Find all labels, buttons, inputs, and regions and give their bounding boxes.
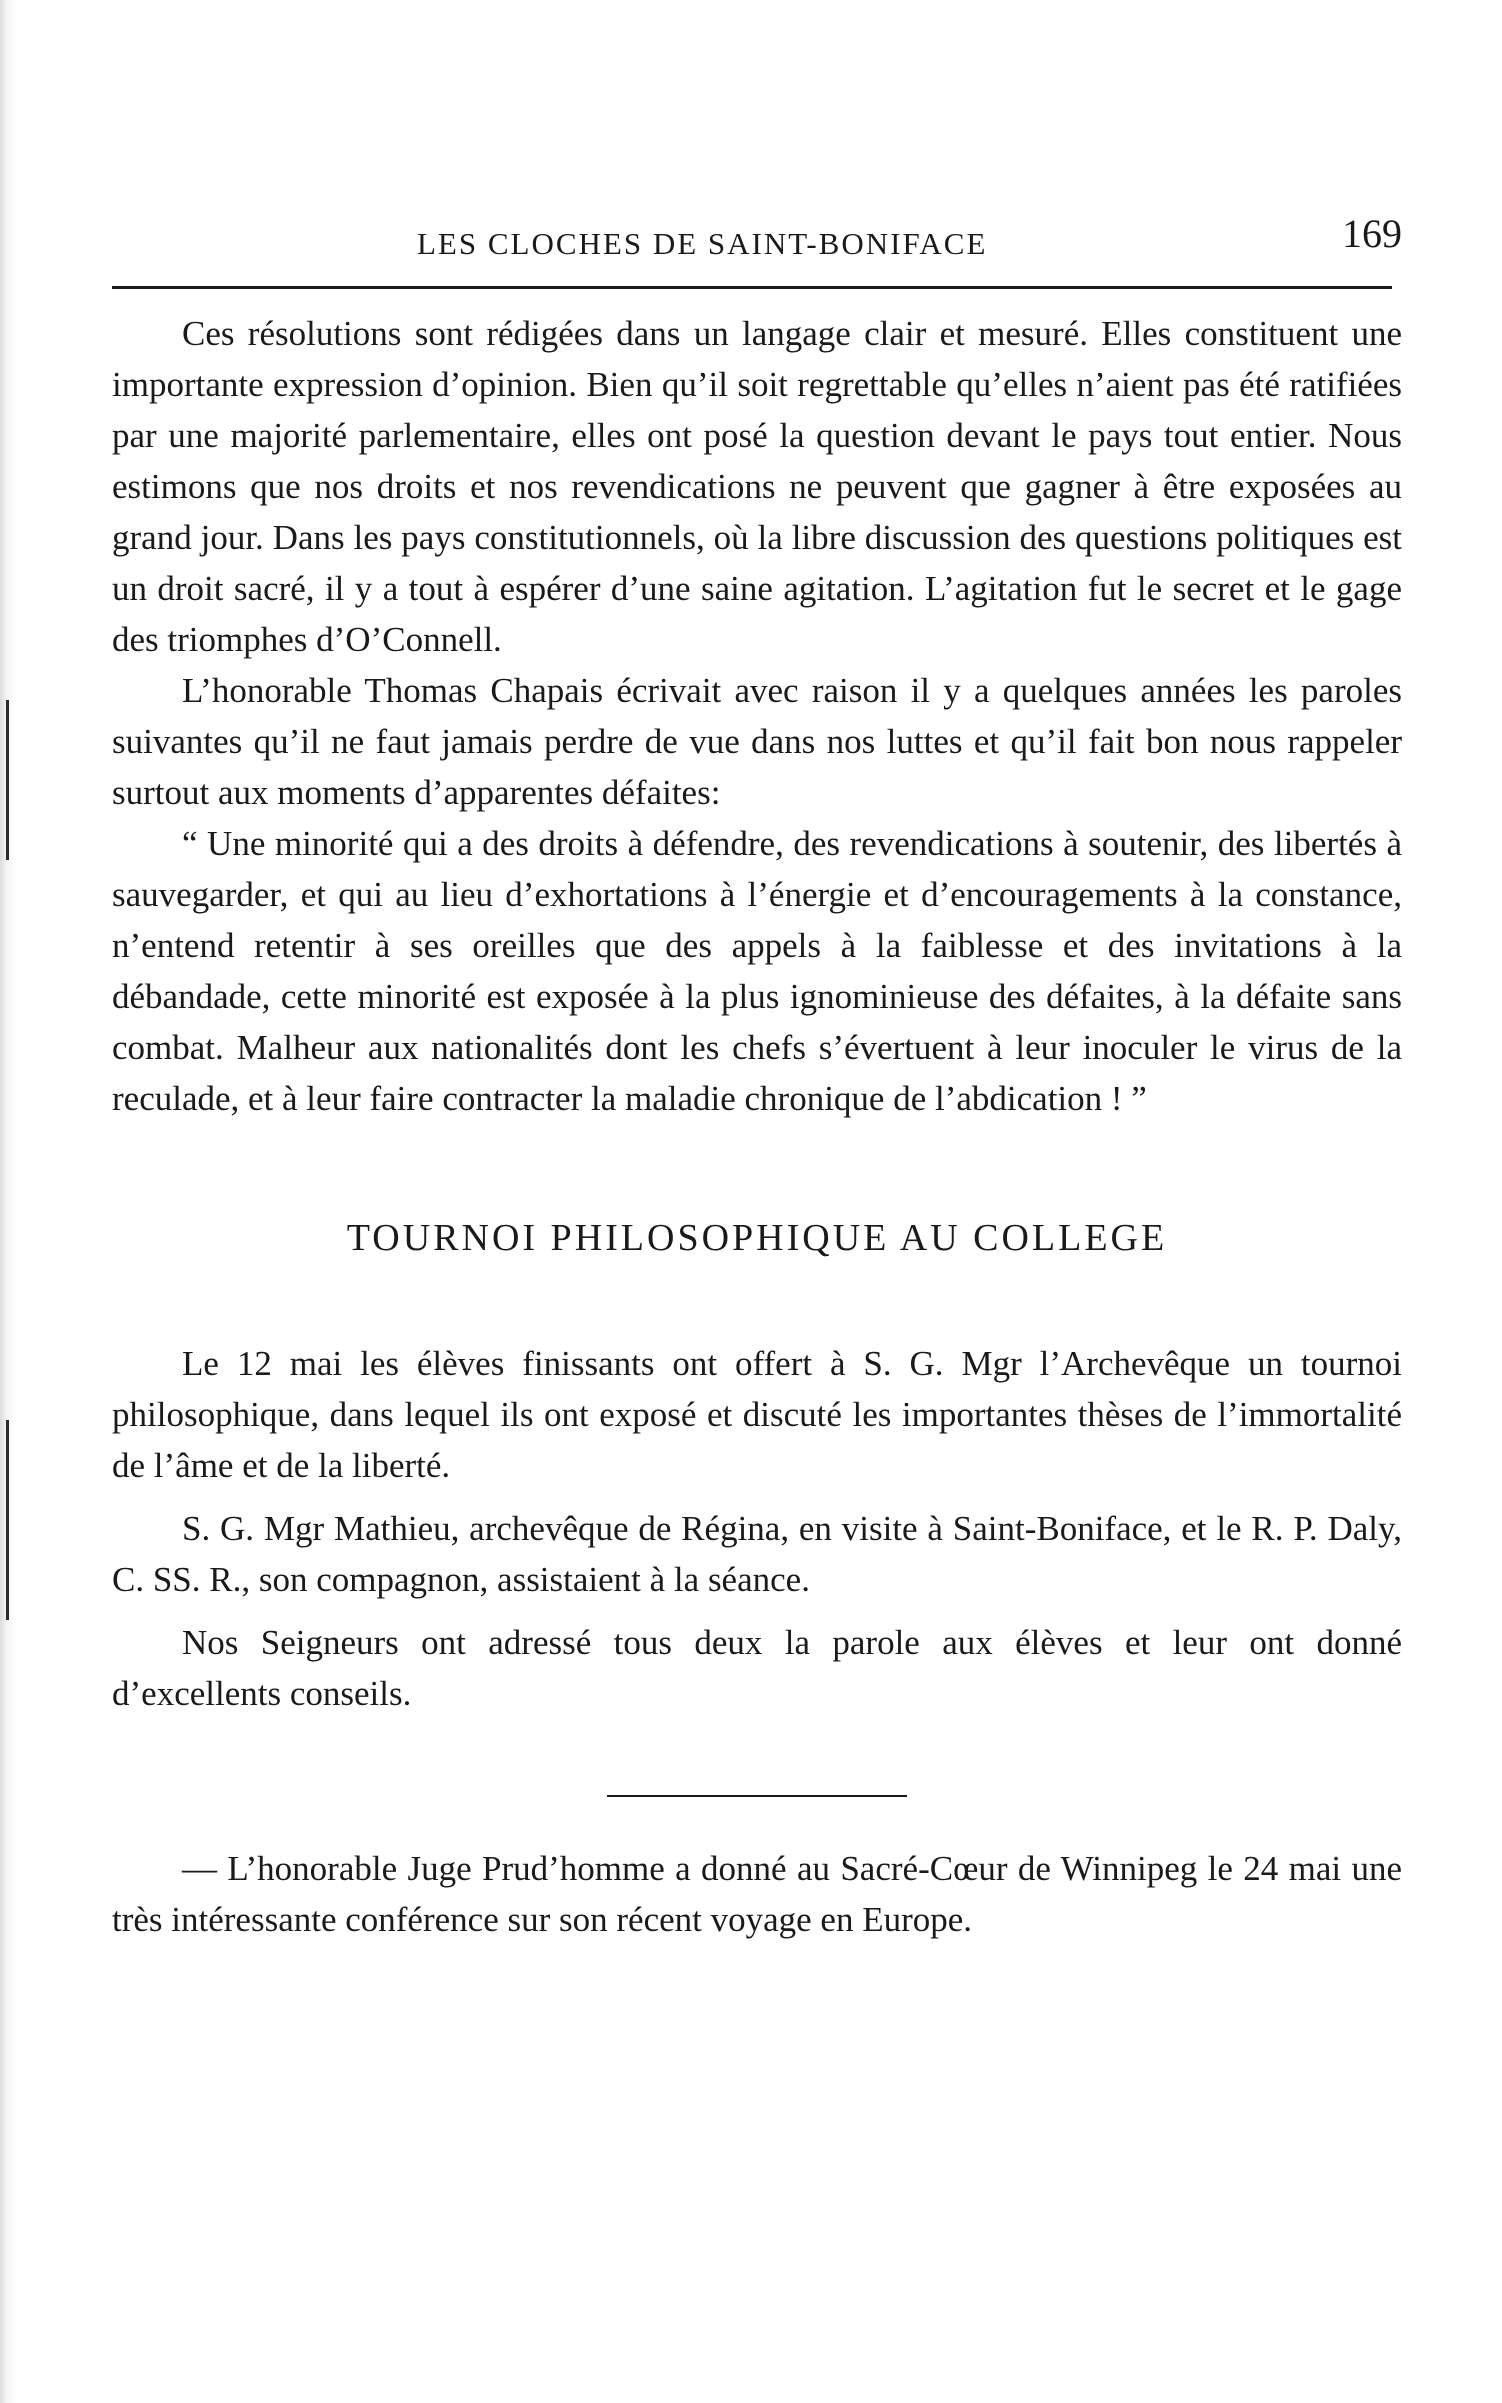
main-text [112, 308, 1402, 1124]
running-head [112, 200, 1402, 272]
block-quote: “ Une minorité qui a des droits à défendre, des revendications à soutenir, des libertés à sauvegarder, et qui au lieu d’exhortations à l’énergie et d’encouragements à la constance, n’entend retentir à ses oreilles que des appels à la faiblesse et des invitations à la débandade, cette minorité est exposée à la plus ignominieuse des défaites, à la défaite sans combat. Malheur aux nationalités dont les chefs s’évertuent à leur inoculer le virus de la reculade, et à leur faire contracter la maladie chronique de l’abdication ! ” [112, 824, 1402, 1118]
page-number: 169 [1342, 211, 1402, 256]
running-title: LES CLOCHES DE SAINT-BONIFACE [417, 226, 988, 261]
header-rule [112, 286, 1392, 289]
book-page [112, 200, 1402, 1945]
paragraph: L’honorable Thomas Chapais écrivait avec raison il y a quelques années les paroles suivantes qu’il ne faut jamais perdre de vue dans nos luttes et qu’il fait bon nous rappeler surtout aux moments d’apparentes défaites: [112, 671, 1402, 812]
paragraph: Ces résolutions sont rédigées dans un langage clair et mesuré. Elles constituent une importante expression d’opinion. Bien qu’il soit regrettable qu’elles n’aient pas été ratifiées par une majorité parlementaire, elles ont posé la question devant le pays tout entier. Nous estimons que nos droits et nos revendications ne peuvent que gagner à être exposées au grand jour. Dans les pays constitutionnels, où la libre discussion des questions politiques est un droit sacré, il y a tout à espérer d’une saine agitation. L’agitation fut le secret et le gage des triomphes d’O’Connell. [112, 314, 1402, 659]
section-heading: TOURNOI PHILOSOPHIQUE AU COLLEGE [346, 1217, 1168, 1259]
scan-margin-shadow [0, 0, 16, 2403]
paragraph: Le 12 mai les élèves finissants ont offert à S. G. Mgr l’Archevêque un tournoi philosophique, dans lequel ils ont exposé et discuté les importantes thèses de l’immortalité de l’âme et de la liberté. [112, 1344, 1402, 1485]
scan-margin-mark [6, 700, 9, 860]
section-divider [607, 1795, 907, 1797]
scan-margin-mark [6, 1420, 9, 1620]
paragraph: S. G. Mgr Mathieu, archevêque de Régina, en visite à Saint-Boniface, et le R. P. Daly, C. SS. R., son compagnon, assistaient à la séance. [112, 1509, 1402, 1599]
paragraph: Nos Seigneurs ont adressé tous deux la parole aux élèves et leur ont donné d’excellents conseils. [112, 1623, 1402, 1713]
news-notice: — L’honorable Juge Prud’homme a donné au Sacré-Cœur de Winnipeg le 24 mai une très intéressante conférence sur son récent voyage en Europe. [112, 1849, 1402, 1939]
section-text [112, 1338, 1402, 1719]
